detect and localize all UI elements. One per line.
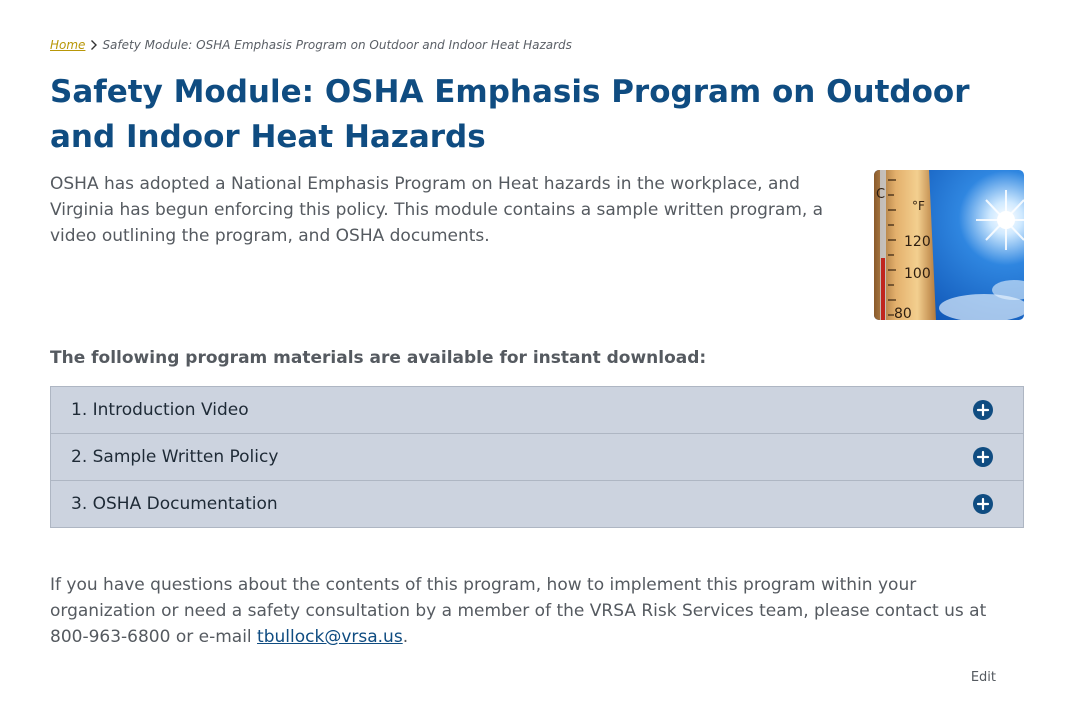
contact-text: If you have questions about the contents of this program, how to implement this program within your organization or need a safety consultation by a member of the VRSA Risk Services team, please contact us at 800-963-6800 or e-mail [50, 575, 987, 647]
plus-circle-icon[interactable] [973, 494, 993, 514]
breadcrumb [50, 38, 572, 52]
downloads-accordion [50, 386, 1024, 528]
accordion-item-sample-written-policy[interactable] [50, 433, 1024, 481]
chevron-right-icon [90, 39, 98, 51]
contact-email-link[interactable]: tbullock@vrsa.us [257, 627, 403, 647]
page-title: Safety Module: OSHA Emphasis Program on Outdoor and Indoor Heat Hazards [50, 74, 970, 155]
accordion-item-label: 2. Sample Written Policy [71, 447, 279, 467]
edit-link[interactable]: Edit [970, 670, 996, 685]
accordion-item-osha-documentation[interactable] [50, 480, 1024, 528]
accordion-item-label: 3. OSHA Documentation [71, 494, 278, 514]
thermometer-sun-image [874, 170, 1024, 320]
accordion-item-introduction-video[interactable] [50, 386, 1024, 434]
image-label-f: °F [912, 199, 925, 213]
image-label-100: 100 [904, 266, 931, 282]
downloads-heading: The following program materials are available for instant download: [50, 348, 707, 368]
breadcrumb-current: Safety Module: OSHA Emphasis Program on Outdoor and Indoor Heat Hazards [102, 38, 572, 52]
image-label-80: 80 [894, 306, 912, 320]
breadcrumb-home-link[interactable]: Home [50, 38, 86, 52]
plus-circle-icon[interactable] [973, 447, 993, 467]
contact-text-end: . [402, 627, 409, 647]
intro-paragraph: OSHA has adopted a National Emphasis Program on Heat hazards in the workplace, and Virginia has begun enforcing this policy. This module contains a sample written program, a video outlining the program, and OSHA documents. [50, 174, 824, 246]
accordion-item-label: 1. Introduction Video [71, 400, 249, 420]
image-label-c: C [876, 187, 886, 202]
image-label-120: 120 [904, 234, 931, 250]
contact-paragraph [50, 572, 1020, 650]
plus-circle-icon[interactable] [973, 400, 993, 420]
